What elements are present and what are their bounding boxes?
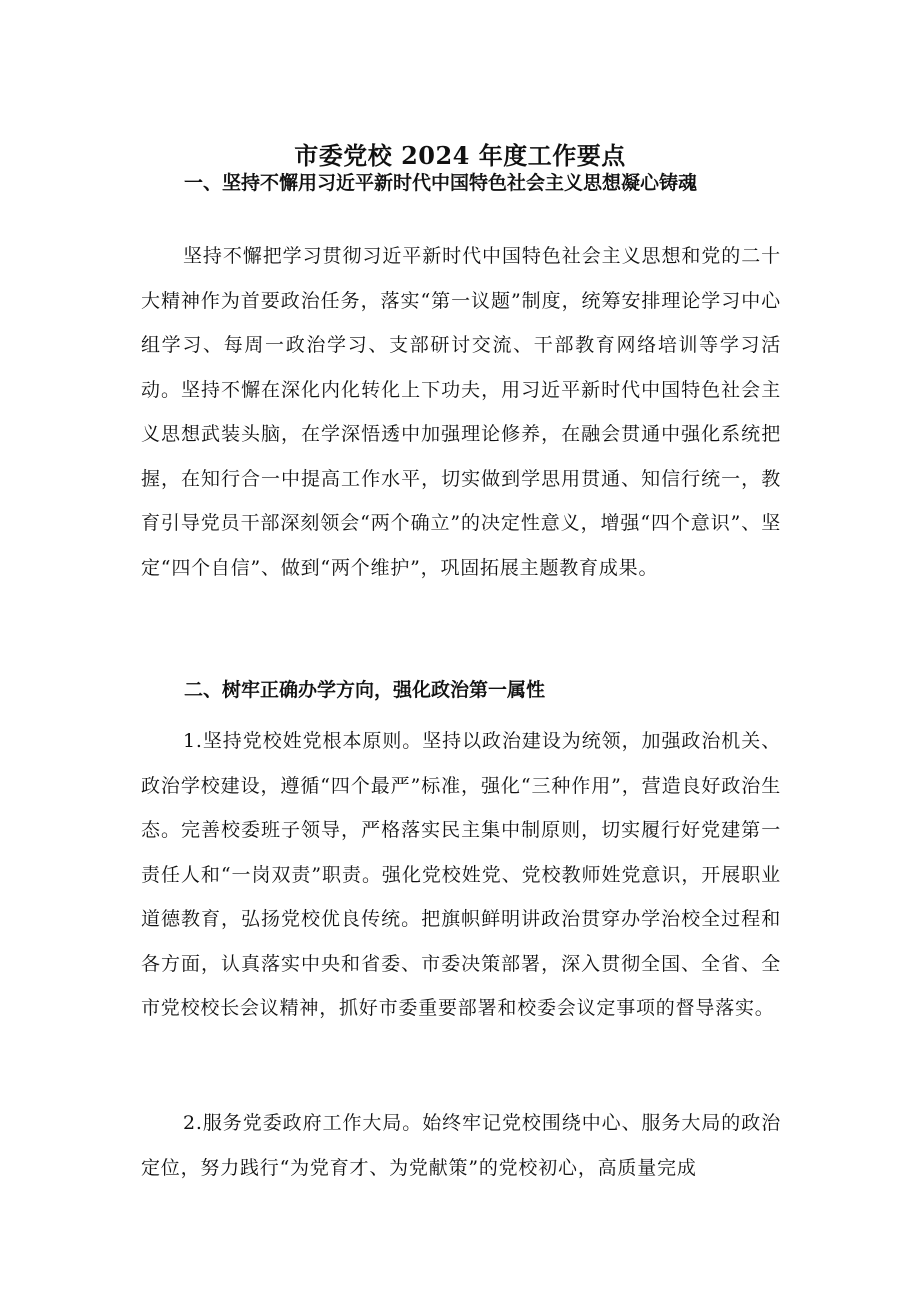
section-2-paragraph-2: 2.服务党委政府工作大局。始终牢记党校围绕中心、服务大局的政治定位，努力践行“为党育才、为党献策”的党校初心，高质量完成 [141, 1112, 781, 1179]
document-title: 市委党校 2024 年度工作要点 [294, 141, 626, 170]
section-2-paragraph-1: 1.坚持党校姓党根本原则。坚持以政治建设为统领，加强政治机关、政治学校建设，遵循“四个最严”标准，强化“三种作用”，营造良好政治生态。完善校委班子领导，严格落实民主集中制原则，切实履行好党建第一责任人和“一岗双责”职责。强化党校姓党、党校教师姓党意识，开展职业道德教育，弘扬党校优良传统。把旗帜鲜明讲政治贯穿办学治校全过程和各方面，认真落实中央和省委、市委决策部署，深入贯彻全国、全省、全市党校校长会议精神，抓好市委重要部署和校委会议定事项的督导落实。 [141, 730, 781, 1019]
section-1-paragraph-1: 坚持不懈把学习贯彻习近平新时代中国特色社会主义思想和党的二十大精神作为首要政治任务，落实“第一议题”制度，统筹安排理论学习中心组学习、每周一政治学习、支部研讨交流、干部教育网络培训等学习活动。坚持不懈在深化内化转化上下功夫，用习近平新时代中国特色社会主义思想武装头脑，在学深悟透中加强理论修养，在融会贯通中强化系统把握，在知行合一中提高工作水平，切实做到学思用贯通、知信行统一，教育引导党员干部深刻领会“两个确立”的决定性意义，增强“四个意识”、坚定“四个自信”、做到“两个维护”，巩固拓展主题教育成果。 [141, 245, 781, 579]
section-heading-1: 一、坚持不懈用习近平新时代中国特色社会主义思想凝心铸魂 [184, 172, 698, 194]
section-heading-2: 二、树牢正确办学方向，强化政治第一属性 [184, 679, 546, 701]
